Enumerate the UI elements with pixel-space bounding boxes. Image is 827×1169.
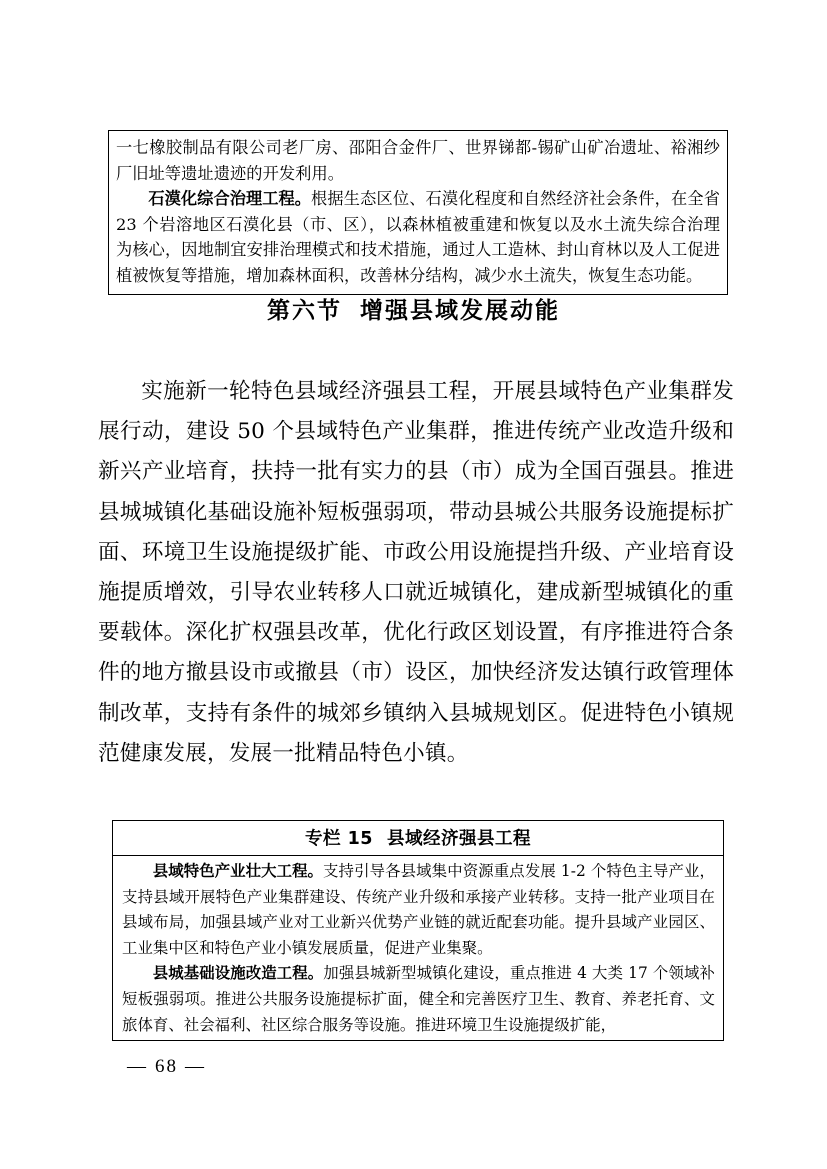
section-number-label: 第六节 bbox=[267, 297, 342, 324]
feature-item-text: 支持引导各县域集中资源重点发展 1-2 个特色主导产业，支持县域开展特色产业集群建设、传统产业升级和承接产业转移。支持一批产业项目在县域布局，加强县域产业对工业新兴优势产业链的就近配套功能。提升县域产业园区、工业集中区和特色产业小镇发展质量，促进产业集聚。 bbox=[122, 862, 715, 957]
feature-box-column-15 bbox=[112, 820, 724, 1041]
section-heading bbox=[0, 292, 827, 325]
feature-box-title: 县域经济强县工程 bbox=[386, 829, 531, 849]
feature-item-lead-label: 县域特色产业壮大工程。 bbox=[152, 862, 324, 880]
feature-box-label: 专栏 15 bbox=[305, 829, 373, 849]
top-box-paragraph-heritage: 一七橡胶制品有限公司老厂房、邵阳合金件厂、世界锑都-锡矿山矿冶遗址、裕湘纱厂旧址等遗址遗迹的开发利用。 bbox=[116, 138, 720, 183]
feature-item-infrastructure bbox=[122, 961, 715, 1038]
footer-dash-left: — bbox=[127, 1056, 148, 1077]
feature-item-text: 加强县城新型城镇化建设，重点推进 4 大类 17 个领域补短板强弱项。推进公共服务设施提标扩面，健全和完善医疗卫生、教育、养老托育、文旅体育、社会福利、社区综合服务等设施。推进环境卫生设施提级扩能， bbox=[122, 964, 715, 1034]
top-bordered-textbox bbox=[108, 130, 728, 295]
top-box-paragraph-desertification bbox=[116, 186, 720, 288]
page-number: 68 bbox=[155, 1056, 178, 1077]
paragraph-lead-label: 石漠化综合治理工程。 bbox=[148, 189, 312, 208]
paragraph-body-text: 根据生态区位、石漠化程度和自然经济社会条件，在全省 23 个岩溶地区石漠化县（市、区），以森林植被重建和恢复以及水土流失综合治理为核心，因地制宜安排治理模式和技术措施，通过人工造林、封山育林以及人工促进植被恢复等措施，增加森林面积，改善林分结构，减少水土流失，恢复生态功能。 bbox=[116, 189, 720, 285]
feature-box-title-row bbox=[113, 821, 723, 856]
feature-item-industry-growth bbox=[122, 859, 715, 961]
feature-item-lead-label: 县城基础设施改造工程。 bbox=[152, 964, 324, 983]
page-footer bbox=[120, 1056, 213, 1078]
section-title: 增强县域发展动能 bbox=[360, 297, 560, 324]
section-body-paragraph: 实施新一轮特色县域经济强县工程，开展县域特色产业集群发展行动，建设 50 个县域特色产业集群，推进传统产业改造升级和新兴产业培育，扶持一批有实力的县（市）成为全国百强县。推进县城城镇化基础设施补短板强弱项，带动县城公共服务设施提标扩面、环境卫生设施提级扩能、市政公用设施提挡升级、产业培育设施提质增效，引导农业转移人口就近城镇化，建成新型城镇化的重要载体。深化扩权强县改革，优化行政区划设置，有序推进符合条件的地方撤县设市或撤县（市）设区，加快经济发达镇行政管理体制改革，支持有条件的城郊乡镇纳入县城规划区。促进特色小镇规范健康发展，发展一批精品特色小镇。 bbox=[98, 379, 734, 766]
feature-box-body bbox=[113, 856, 723, 1040]
footer-dash-right: — bbox=[185, 1056, 206, 1077]
